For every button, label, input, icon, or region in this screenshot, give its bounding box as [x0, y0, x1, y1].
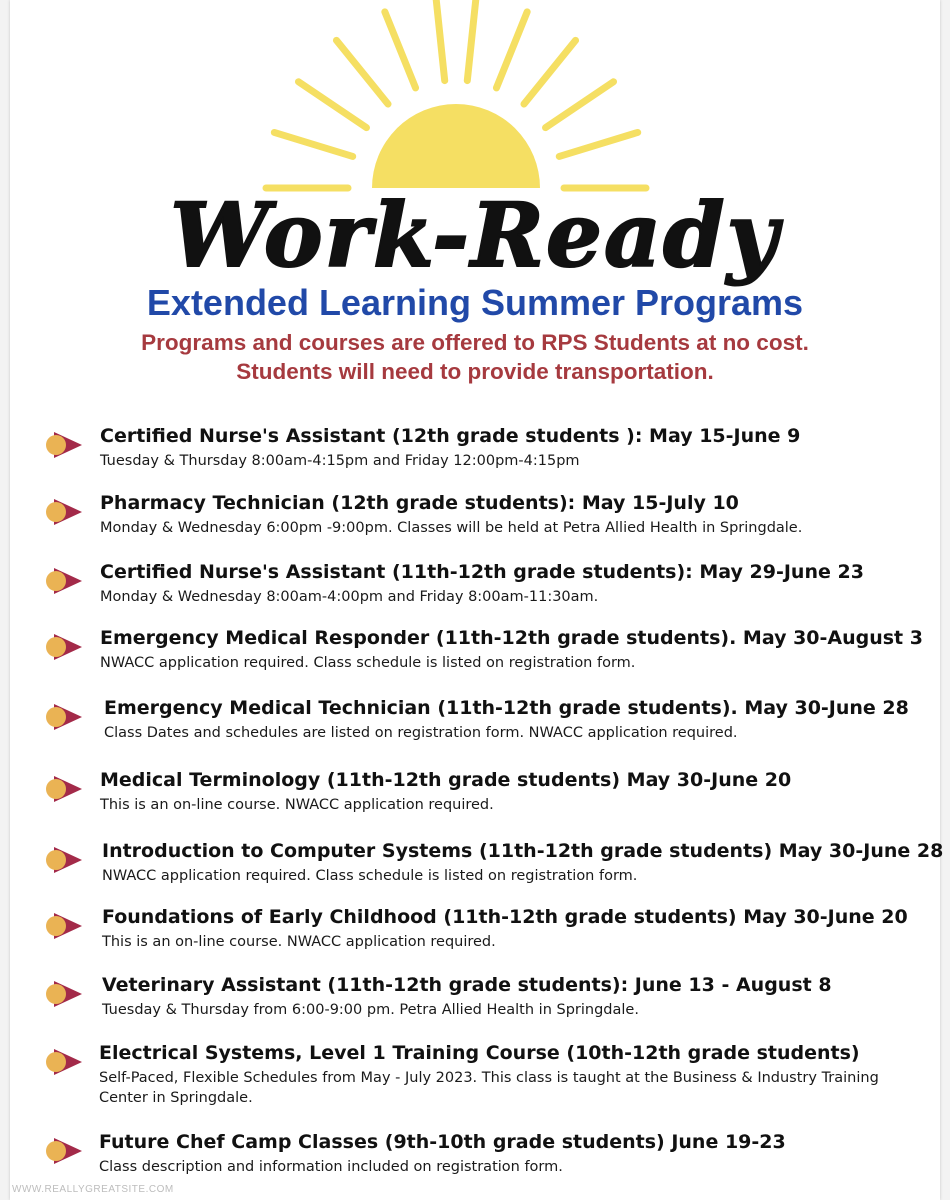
program-title: Foundations of Early Childhood (11th-12th grade students) May 30-June 20: [102, 906, 908, 928]
sun-ray: [274, 132, 352, 156]
arrow-bullet-icon: [44, 913, 84, 939]
arrow-bullet-icon: [44, 568, 84, 594]
program-description: Tuesday & Thursday 8:00am-4:15pm and Friday 12:00pm-4:15pm: [100, 453, 580, 469]
program-title: Emergency Medical Technician (11th-12th grade students). May 30-June 28: [104, 697, 909, 719]
footer-website: WWW.REALLYGREATSITE.COM: [12, 1184, 174, 1195]
arrow-bullet-icon: [44, 1138, 84, 1164]
sun-icon: [0, 0, 950, 200]
program-title: Medical Terminology (11th-12th grade students) May 30-June 20: [100, 769, 792, 791]
arrow-bullet-icon: [44, 634, 84, 660]
arrow-bullet-icon: [44, 981, 84, 1007]
sun-ray: [546, 82, 614, 128]
program-title: Introduction to Computer Systems (11th-12th grade students) May 30-June 28: [102, 840, 944, 862]
arrow-bullet-icon: [44, 704, 84, 730]
program-title: Future Chef Camp Classes (9th-10th grade students) June 19-23: [99, 1131, 786, 1153]
program-description: NWACC application required. Class schedule is listed on registration form.: [100, 655, 636, 671]
program-description: NWACC application required. Class schedule is listed on registration form.: [102, 868, 638, 884]
sun-ray: [385, 12, 416, 88]
cost-notice-line-2: Students will need to provide transportation.: [236, 359, 714, 384]
sun-ray: [298, 82, 366, 128]
arrow-bullet-icon: [44, 432, 84, 458]
program-description: This is an on-line course. NWACC application required.: [100, 797, 494, 813]
program-title: Pharmacy Technician (12th grade students): May 15-July 10: [100, 492, 739, 514]
sun-ray: [496, 12, 527, 88]
cost-notice: [0, 328, 950, 386]
poster-subtitle: Extended Learning Summer Programs: [146, 282, 804, 323]
program-description: Monday & Wednesday 8:00am-4:00pm and Friday 8:00am-11:30am.: [100, 589, 599, 605]
program-description: Monday & Wednesday 6:00pm -9:00pm. Classes will be held at Petra Allied Health in Springdale.: [100, 520, 803, 536]
sun-ray: [467, 0, 476, 81]
program-description: Class Dates and schedules are listed on registration form. NWACC application required.: [104, 725, 738, 741]
program-title: Electrical Systems, Level 1 Training Course (10th-12th grade students): [99, 1042, 860, 1064]
sun-ray: [436, 0, 445, 81]
program-description: Self-Paced, Flexible Schedules from May - July 2023. This class is taught at the Business & Industry Training Center in Springdale.: [99, 1070, 879, 1106]
arrow-bullet-icon: [44, 499, 84, 525]
poster-title: Work-Ready: [170, 183, 780, 287]
arrow-bullet-icon: [44, 1049, 84, 1075]
program-description: Class description and information included on registration form.: [99, 1159, 563, 1175]
sun-ray: [524, 40, 576, 104]
sun-ray: [336, 40, 388, 104]
sun-ray: [559, 132, 637, 156]
cost-notice-line-1: Programs and courses are offered to RPS Students at no cost.: [141, 330, 809, 355]
program-title: Certified Nurse's Assistant (11th-12th grade students): May 29-June 23: [100, 561, 864, 583]
program-title: Certified Nurse's Assistant (12th grade students ): May 15-June 9: [100, 425, 801, 447]
arrow-bullet-icon: [44, 776, 84, 802]
program-description: Tuesday & Thursday from 6:00-9:00 pm. Petra Allied Health in Springdale.: [102, 1002, 639, 1018]
program-title: Emergency Medical Responder (11th-12th grade students). May 30-August 3: [100, 627, 923, 649]
program-title: Veterinary Assistant (11th-12th grade students): June 13 - August 8: [102, 974, 832, 996]
program-description: This is an on-line course. NWACC application required.: [102, 934, 496, 950]
arrow-bullet-icon: [44, 847, 84, 873]
